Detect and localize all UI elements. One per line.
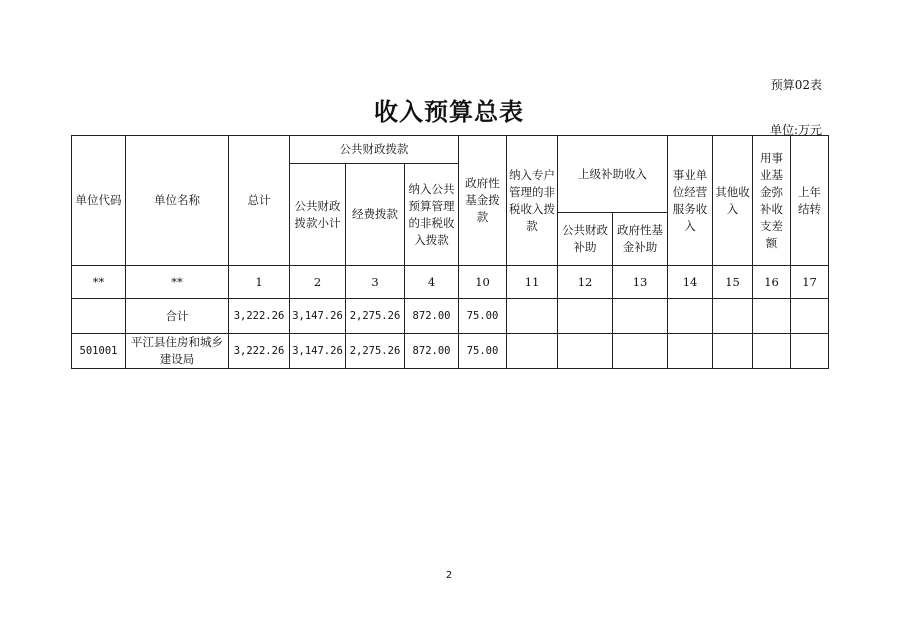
code-cell: 3 [346, 266, 405, 299]
header-other-income: 其他收入 [713, 136, 753, 266]
total-nontax: 872.00 [405, 299, 459, 334]
code-cell: 11 [507, 266, 558, 299]
table-cell [713, 334, 753, 369]
code-cell: 13 [613, 266, 668, 299]
table-cell [558, 299, 613, 334]
table-cell [753, 334, 791, 369]
header-special-account: 纳入专户管理的非税收入拨款 [507, 136, 558, 266]
row-total: 3,222.26 [229, 334, 290, 369]
row-gov-fund: 75.00 [459, 334, 507, 369]
header-nontax: 纳入公共预算管理的非税收入拨款 [405, 164, 459, 266]
header-sup-gov: 政府性基金补助 [613, 213, 668, 266]
header-unit-code: 单位代码 [72, 136, 126, 266]
table-cell [753, 299, 791, 334]
total-pf-subtotal: 3,147.26 [290, 299, 346, 334]
code-cell: 2 [290, 266, 346, 299]
table-cell [668, 299, 713, 334]
total-expense: 2,275.26 [346, 299, 405, 334]
code-cell: 1 [229, 266, 290, 299]
header-business-income: 事业单位经营服务收入 [668, 136, 713, 266]
header-superior-subsidy: 上级补助收入 [558, 136, 668, 213]
header-expense: 经费拨款 [346, 164, 405, 266]
header-total: 总计 [229, 136, 290, 266]
header-fund-offset: 用事业基金弥补收支差额 [753, 136, 791, 266]
table-cell [713, 299, 753, 334]
table-row [72, 334, 829, 369]
code-cell: 14 [668, 266, 713, 299]
table-cell [72, 299, 126, 334]
income-budget-table [71, 135, 829, 369]
code-cell: 4 [405, 266, 459, 299]
total-label: 合计 [126, 299, 229, 334]
total-row [72, 299, 829, 334]
header-sup-public: 公共财政补助 [558, 213, 613, 266]
header-gov-fund: 政府性基金拨款 [459, 136, 507, 266]
header-public-fiscal: 公共财政拨款 [290, 136, 459, 164]
table-cell [613, 299, 668, 334]
code-cell: 15 [713, 266, 753, 299]
code-cell: 10 [459, 266, 507, 299]
table-cell [668, 334, 713, 369]
header-unit-name: 单位名称 [126, 136, 229, 266]
code-cell: 16 [753, 266, 791, 299]
row-unit-code: 501001 [72, 334, 126, 369]
code-row [72, 266, 829, 299]
code-cell: ** [72, 266, 126, 299]
code-cell: 12 [558, 266, 613, 299]
header-carryover: 上年结转 [791, 136, 829, 266]
table-cell [558, 334, 613, 369]
page-number: 2 [445, 570, 453, 581]
total-total: 3,222.26 [229, 299, 290, 334]
row-nontax: 872.00 [405, 334, 459, 369]
form-number: 预算02表 [770, 78, 822, 92]
table-cell [613, 334, 668, 369]
page-title: 收入预算总表 [374, 98, 524, 126]
table-cell [507, 299, 558, 334]
unit-label: 单位:万元 [769, 123, 822, 137]
table-cell [791, 299, 829, 334]
table-cell [507, 334, 558, 369]
code-cell: 17 [791, 266, 829, 299]
row-expense: 2,275.26 [346, 334, 405, 369]
header-pf-subtotal: 公共财政拨款小计 [290, 164, 346, 266]
total-gov-fund: 75.00 [459, 299, 507, 334]
row-unit-name: 平江县住房和城乡建设局 [126, 334, 229, 369]
table-cell [791, 334, 829, 369]
code-cell: ** [126, 266, 229, 299]
row-pf-subtotal: 3,147.26 [290, 334, 346, 369]
